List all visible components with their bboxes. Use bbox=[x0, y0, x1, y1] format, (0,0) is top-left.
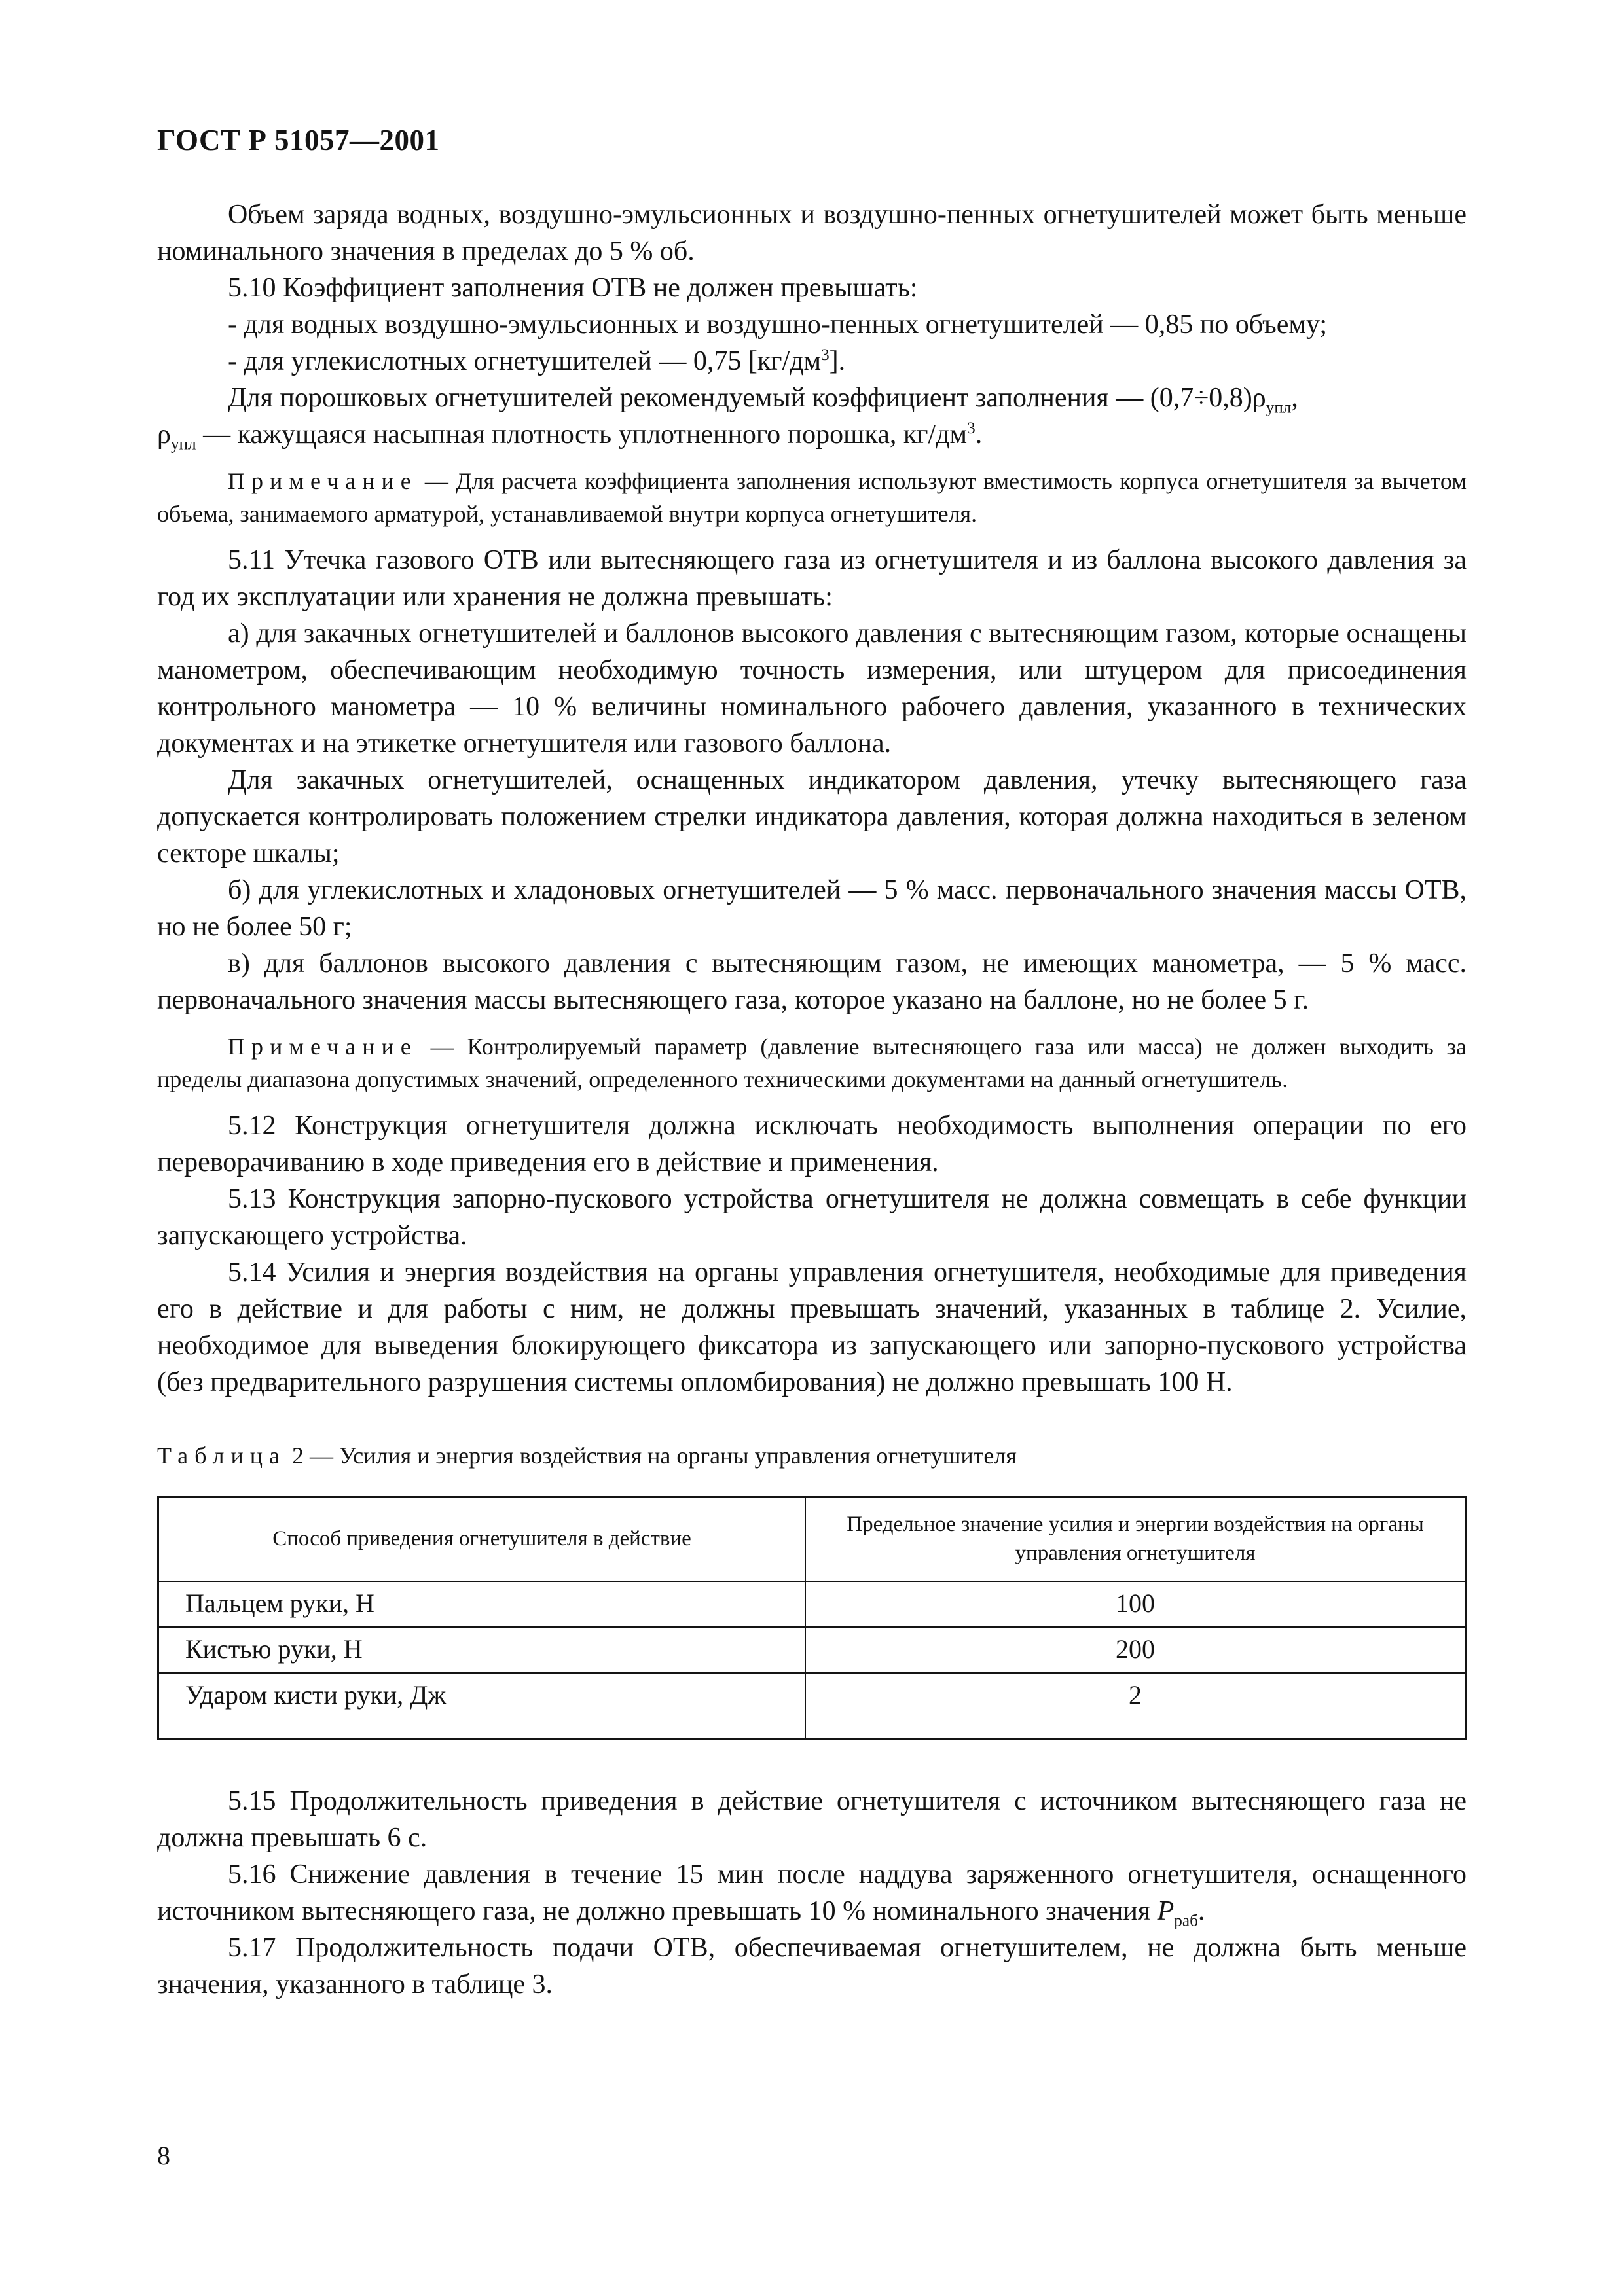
list-item: в) для баллонов высокого давления с вытесняющим газом, не имеющих манометра, — 5 % масс. первоначального значения массы вытесняющего газа, которое указано на баллоне, но не более 5 г. bbox=[157, 948, 1467, 1015]
method-cell: Пальцем руки, Н bbox=[158, 1581, 806, 1627]
paragraph: Для закачных огнетушителей, оснащенных индикатором давления, утечку вытесняющего газа допускается контролировать положением стрелки индикатора давления, которая должна находиться в зеленом секторе шкалы; bbox=[157, 765, 1467, 869]
table-header-row bbox=[158, 1498, 1466, 1582]
document-header bbox=[157, 123, 440, 157]
method-cell: Ударом кисти руки, Дж bbox=[158, 1673, 806, 1739]
clause-5-14: 5.14 Усилия и энергия воздействия на органы управления огнетушителя, необходимые для приведения его в действие и для работы с ним, не должны превышать значений, указанных в таблице 2. Усилие, необходимое для выведения блокирующего фиксатора из запускающего или запорно-пускового устройства (без предварительного разрушения системы опломбирования) не должно превышать 100 Н. bbox=[157, 1257, 1467, 1397]
forces-table bbox=[157, 1496, 1467, 1740]
list-item: - для водных воздушно-эмульсионных и воздушно-пенных огнетушителей — 0,85 по объему; bbox=[228, 310, 1328, 340]
document-id: ГОСТ Р 51057—2001 bbox=[157, 124, 440, 156]
table-caption bbox=[157, 1440, 1467, 1471]
table-caption-text: 2 — Усилия и энергия воздействия на органы управления огнетушителя bbox=[285, 1443, 1017, 1469]
column-header: Способ приведения огнетушителя в действие bbox=[158, 1498, 806, 1582]
table-row bbox=[158, 1581, 1466, 1627]
list-item: а) для закачных огнетушителей и баллонов высокого давления с вытесняющим газом, которые оснащены манометром, обеспечивающим необходимую точность измерения, или штуцером для присоединения контрольного манометра — 10 % величины номинального рабочего давления, указанного в технических документах и на этикетке огнетушителя или газового баллона. bbox=[157, 619, 1467, 759]
clause-5-13: 5.13 Конструкция запорно-пускового устройства огнетушителя не должна совмещать в себе функции запускающего устройства. bbox=[157, 1184, 1467, 1251]
note-text: — Для расчета коэффициента заполнения используют вместимость корпуса огнетушителя за вычетом объема, занимаемого арматурой, устанавливаемой внутри корпуса огнетушителя. bbox=[157, 468, 1467, 527]
table-row bbox=[158, 1673, 1466, 1739]
clause-5-17: 5.17 Продолжительность подачи ОТВ, обеспечиваемая огнетушителем, не должна быть меньше значения, указанного в таблице 3. bbox=[157, 1933, 1467, 2000]
clause-5-15: 5.15 Продолжительность приведения в действие огнетушителя с источником вытесняющего газа не должна превышать 6 с. bbox=[157, 1786, 1467, 1853]
clause-5-12: 5.12 Конструкция огнетушителя должна исключать необходимость выполнения операции по его переворачиванию в ходе приведения его в действие и применения. bbox=[157, 1111, 1467, 1177]
table-caption-label: Таблица bbox=[157, 1443, 286, 1469]
page-number: 8 bbox=[157, 2141, 170, 2170]
note-label: Примечание bbox=[228, 468, 418, 494]
value-cell: 100 bbox=[805, 1581, 1466, 1627]
clause-5-16: 5.16 Снижение давления в течение 15 мин после наддува заряженного огнетушителя, оснащенного источником вытесняющего газа, не должно превышать 10 % номинального значения $P_{раб}$. bbox=[157, 1859, 1467, 1930]
paragraph: Объем заряда водных, воздушно-эмульсионных и воздушно-пенных огнетушителей может быть меньше номинального значения в пределах до 5 % об. bbox=[157, 200, 1467, 266]
value-cell: 200 bbox=[805, 1627, 1466, 1673]
clause-5-11: 5.11 Утечка газового ОТВ или вытесняющего газа из огнетушителя и из баллона высокого давления за год их эксплуатации или хранения не должна превышать: bbox=[157, 545, 1467, 612]
note-label: Примечание bbox=[228, 1033, 418, 1060]
list-item: - для углекислотных огнетушителей — 0,75 $[кг/дм^3]$. bbox=[228, 346, 846, 376]
note-text: — Контролируемый параметр (давление вытесняющего газа или масса) не должен выходить за пределы диапазона допустимых значений, определенного техническими документами на данный огнетушитель. bbox=[157, 1033, 1467, 1092]
column-header: Предельное значение усилия и энергии воздействия на органы управления огнетушителя bbox=[805, 1498, 1466, 1582]
paragraph: $\rho_{упл}$ — кажущаяся насыпная плотность уплотненного порошка, $кг/дм^3$. bbox=[157, 420, 983, 454]
paragraph: Для порошковых огнетушителей рекомендуемый коэффициент заполнения — $(0,7\div 0,8)\rho_{упл}$, bbox=[228, 383, 1298, 417]
list-item: б) для углекислотных и хладоновых огнетушителей — 5 % масс. первоначального значения массы ОТВ, но не более 50 г; bbox=[157, 875, 1467, 942]
document-body bbox=[157, 196, 1467, 2003]
value-cell: 2 bbox=[805, 1673, 1466, 1739]
table-row bbox=[158, 1627, 1466, 1673]
note bbox=[157, 1030, 1467, 1096]
note bbox=[157, 465, 1467, 530]
clause-5-10: 5.10 Коэффициент заполнения ОТВ не должен превышать: bbox=[228, 273, 918, 303]
method-cell: Кистью руки, Н bbox=[158, 1627, 806, 1673]
